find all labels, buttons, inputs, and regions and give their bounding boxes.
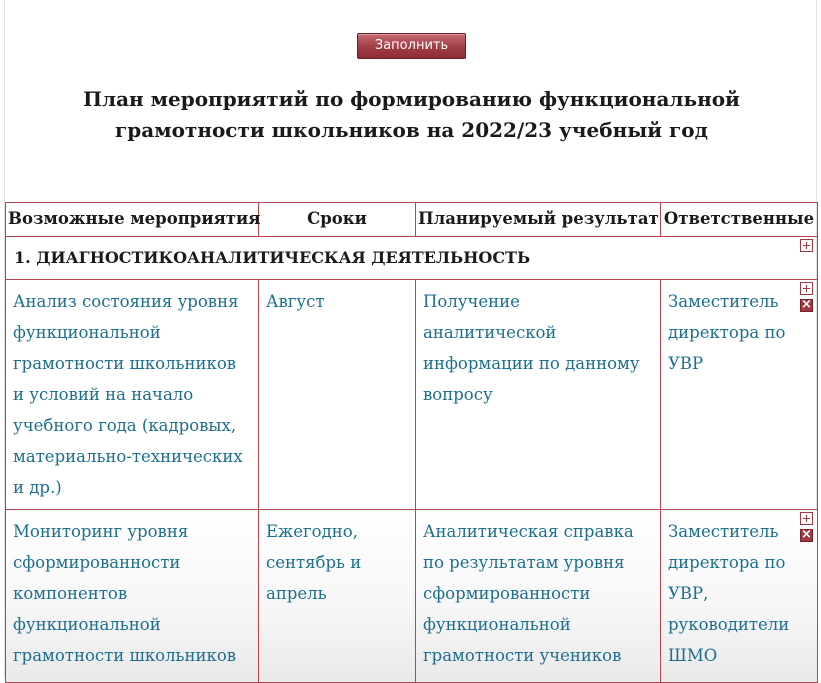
- page-title: [5, 84, 818, 146]
- column-header-deadlines: Сроки: [259, 203, 416, 237]
- table-row: [6, 280, 818, 510]
- table-row: [6, 510, 818, 683]
- fill-button[interactable]: Заполнить: [357, 33, 466, 59]
- result-text: Аналитическая справка по результатам уровня сформированности функциональной грамотности учеников: [423, 522, 634, 665]
- deadline-text: Август: [266, 292, 325, 311]
- plan-table: [5, 202, 818, 683]
- table-header-row: [6, 203, 818, 237]
- column-header-responsible: Ответственные: [661, 203, 818, 237]
- activity-text: Мониторинг уровня сформированности компонентов функциональной грамотности школьников: [13, 522, 237, 665]
- plus-square-icon[interactable]: [800, 239, 813, 252]
- plus-square-icon[interactable]: [800, 282, 813, 295]
- page: [4, 0, 817, 678]
- close-square-icon[interactable]: [800, 529, 813, 542]
- deadline-cell: [259, 510, 416, 683]
- responsible-cell: [661, 510, 818, 683]
- title-text: План мероприятий по формированию функциональной грамотности школьников на 2022/23 учебный год: [83, 87, 740, 142]
- row-controls: [800, 512, 815, 546]
- section-row: [6, 237, 818, 280]
- result-cell: [416, 280, 661, 510]
- row-controls: [800, 282, 815, 316]
- deadline-text: Ежегодно, сентябрь и апрель: [266, 522, 362, 603]
- column-header-result: Планируемый результат: [416, 203, 661, 237]
- responsible-text: Заместитель директора по УВР: [668, 292, 786, 373]
- section-title: 1. ДИАГНОСТИКОАНАЛИТИЧЕСКАЯ ДЕЯТЕЛЬНОСТЬ: [14, 248, 531, 267]
- section-controls: [800, 239, 815, 256]
- plus-square-icon[interactable]: [800, 512, 813, 525]
- activity-text: Анализ состояния уровня функциональной грамотности школьников и условий на начало учебного года (кадровых, материально-технических и др.): [13, 292, 243, 497]
- activity-cell: [6, 510, 259, 683]
- responsible-text: Заместитель директора по УВР, руководители ШМО: [668, 522, 790, 665]
- close-square-icon[interactable]: [800, 299, 813, 312]
- section-cell: [6, 237, 818, 280]
- column-header-activities: Возможные мероприятия: [6, 203, 259, 237]
- result-cell: [416, 510, 661, 683]
- deadline-cell: [259, 280, 416, 510]
- activity-cell: [6, 280, 259, 510]
- result-text: Получение аналитической информации по данному вопросу: [423, 292, 640, 404]
- responsible-cell: [661, 280, 818, 510]
